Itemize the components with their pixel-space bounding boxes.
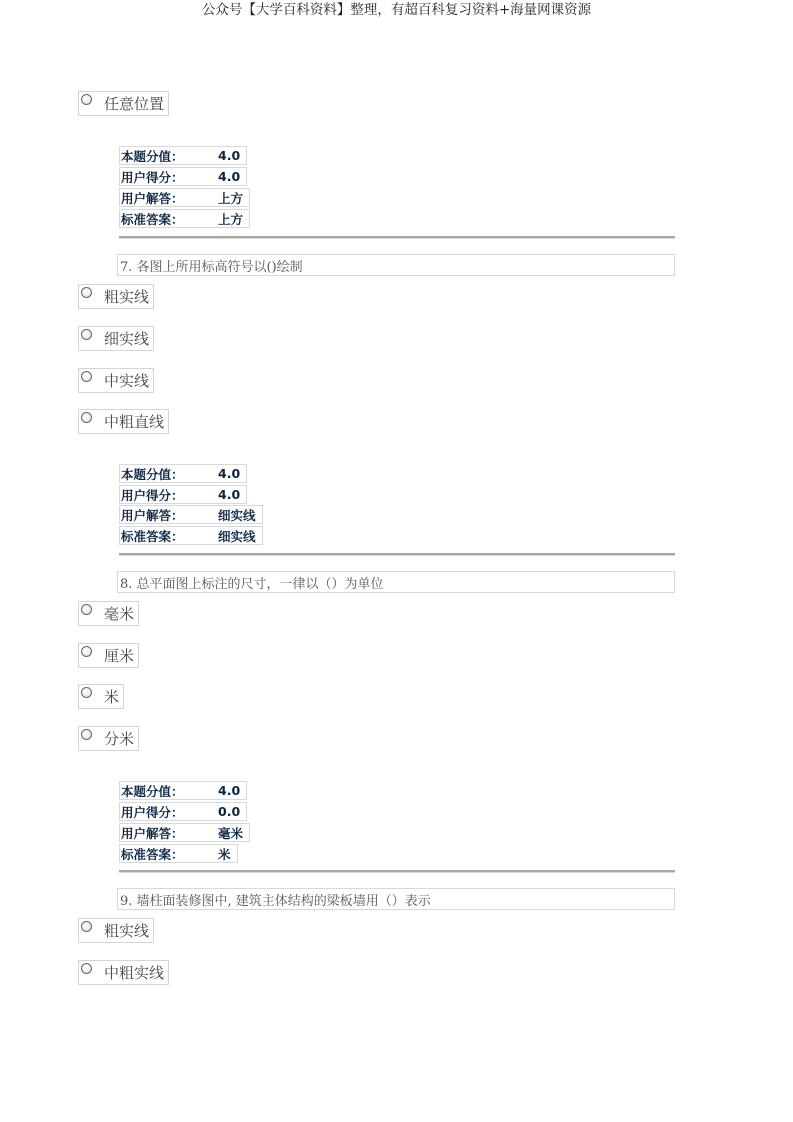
user-answer: 毫米: [218, 825, 244, 841]
user-score-label: 用户得分：: [121, 804, 184, 820]
option-q7-4[interactable]: [78, 409, 169, 434]
radio-button-icon[interactable]: [81, 371, 92, 382]
radio-button-icon[interactable]: [81, 687, 92, 698]
standard-answer-row: [119, 526, 263, 545]
user-score-label: 用户得分：: [121, 169, 184, 185]
option-q9-1[interactable]: [78, 918, 154, 943]
user-answer-label: 用户解答：: [121, 507, 184, 523]
standard-answer-row: [119, 844, 238, 863]
option-q9-2[interactable]: [78, 960, 169, 985]
user-score-row: [119, 485, 247, 504]
option-q8-2[interactable]: [78, 643, 139, 668]
standard-answer-label: 标准答案：: [121, 528, 184, 544]
radio-button-icon[interactable]: [81, 729, 92, 740]
score-value-label: 本题分值：: [121, 466, 184, 482]
score-value-label: 本题分值：: [121, 783, 184, 799]
score-value-label: 本题分值：: [121, 148, 184, 164]
user-score: 4.0: [218, 169, 241, 184]
standard-answer-row: [119, 209, 250, 228]
option-label: 中粗直线: [104, 412, 165, 431]
radio-button-icon[interactable]: [81, 921, 92, 932]
question-8: 8. 总平面图上标注的尺寸，一律以（）为单位: [117, 571, 675, 593]
radio-button-icon[interactable]: [81, 646, 92, 657]
option-q7-3[interactable]: [78, 368, 154, 393]
user-score-row: [119, 167, 247, 186]
score-value-row: [119, 781, 247, 800]
option-q8-1[interactable]: [78, 601, 139, 626]
radio-button-icon[interactable]: [81, 412, 92, 423]
user-score-row: [119, 802, 247, 821]
option-label: 粗实线: [104, 287, 150, 306]
divider: [119, 236, 675, 239]
user-answer-row: [119, 823, 250, 842]
radio-button-icon[interactable]: [81, 604, 92, 615]
score-value: 4.0: [218, 466, 241, 481]
option-label: 毫米: [104, 604, 135, 623]
option-q8-4[interactable]: [78, 726, 139, 751]
user-answer-row: [119, 505, 263, 524]
option-q7-2[interactable]: [78, 326, 154, 351]
user-score: 4.0: [218, 487, 241, 502]
page-header: 公众号【大学百科资料】整理，有超百科复习资料+海量网课资源: [201, 2, 592, 18]
user-answer-label: 用户解答：: [121, 190, 184, 206]
option-label: 分米: [104, 729, 135, 748]
standard-answer-label: 标准答案：: [121, 846, 184, 862]
score-value: 4.0: [218, 783, 241, 798]
score-value-row: [119, 146, 247, 165]
option-label: 米: [104, 687, 120, 706]
divider: [119, 553, 675, 556]
option-label: 细实线: [104, 329, 150, 348]
user-answer-label: 用户解答：: [121, 825, 184, 841]
question-7: 7. 各图上所用标高符号以()绘制: [117, 254, 675, 276]
score-value: 4.0: [218, 148, 241, 163]
radio-button-icon[interactable]: [81, 329, 92, 340]
user-score-label: 用户得分：: [121, 487, 184, 503]
standard-answer: 上方: [218, 211, 244, 227]
radio-button-icon[interactable]: [81, 287, 92, 298]
option-label: 任意位置: [104, 94, 165, 113]
standard-answer-label: 标准答案：: [121, 211, 184, 227]
divider: [119, 870, 675, 873]
option-label: 中粗实线: [104, 963, 165, 982]
standard-answer: 细实线: [218, 528, 256, 544]
option-label: 中实线: [104, 371, 150, 390]
option-q6-1[interactable]: [78, 91, 169, 116]
user-answer-row: [119, 188, 250, 207]
question-9: 9. 墙柱面装修图中, 建筑主体结构的梁板墙用（）表示: [117, 888, 675, 910]
option-q8-3[interactable]: [78, 684, 124, 709]
standard-answer: 米: [218, 846, 231, 862]
user-score: 0.0: [218, 804, 241, 819]
option-label: 粗实线: [104, 921, 150, 940]
user-answer: 细实线: [218, 507, 256, 523]
radio-button-icon[interactable]: [81, 963, 92, 974]
user-answer: 上方: [218, 190, 244, 206]
radio-button-icon[interactable]: [81, 94, 92, 105]
score-value-row: [119, 464, 247, 483]
option-q7-1[interactable]: [78, 284, 154, 309]
option-label: 厘米: [104, 646, 135, 665]
